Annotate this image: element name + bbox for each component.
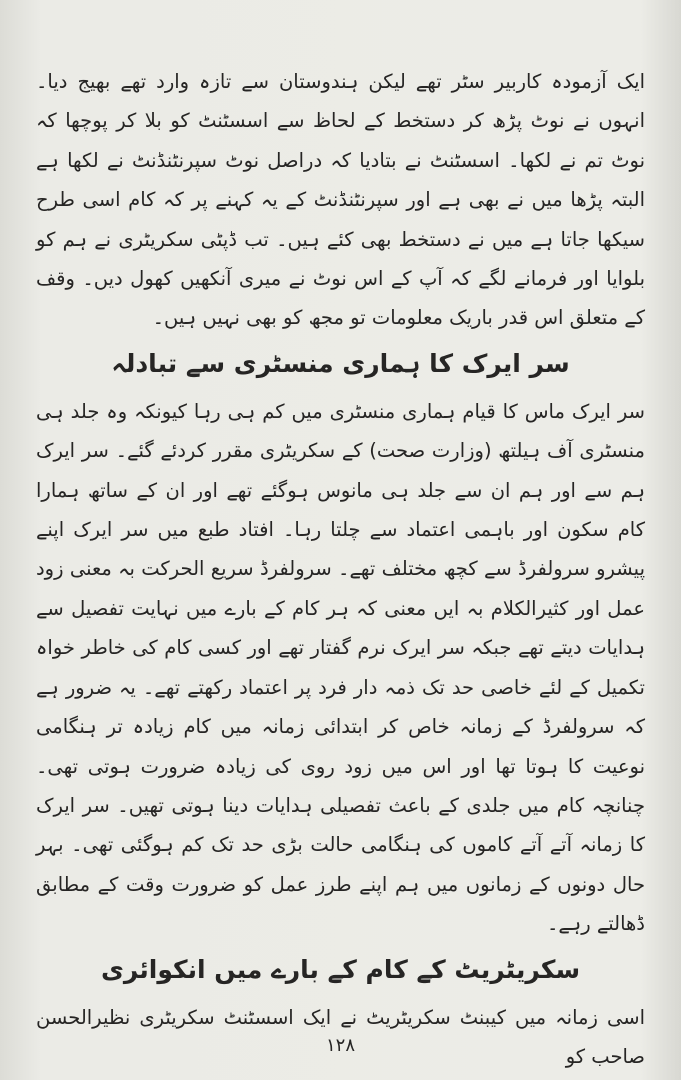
paragraph-sir-eric: سر ایرک ماس کا قیام ہماری منسٹری میں کم ہی رہا کیونکہ وہ جلد ہی منسٹری آف ہیلتھ (وزارت صحت) کے سکریٹری مقرر کردئے گئے۔ سر ایرک ہم سے اور ہم ان سے جلد ہی مانوس ہوگئے تھے اور ان کے ساتھ ہمارا کام سکون اور باہمی اعتماد سے چلتا رہا۔ افتاد طبع میں سر ایرک اپنے پیشرو سرولفرڈ سے کچھ مختلف تھے۔ سرولفرڈ سریع الحرکت بہ معنی زود عمل اور کثیرالکلام بہ ایں معنی کہ ہر کام کے بارے میں نہایت تفصیل سے ہدایات دیتے تھے جبکہ سر ایرک نرم گفتار تھے اور کسی کام کی خاطر خواہ تکمیل کے لئے خاصی حد تک ذمہ دار فرد پر اعتماد رکھتے تھے۔ یہ ضرور ہے کہ سرولفرڈ کے زمانہ خاص کر ابتدائی زمانہ میں کام زیادہ تر ہنگامی نوعیت کا ہوتا تھا اور اس میں زود روی کی زیادہ ضرورت ہوتی تھی۔ چنانچہ کام میں جلدی کے باعث تفصیلی ہدایات دینا ہوتی تھیں۔ سر ایرک کا زمانہ آتے آتے کاموں کی ہنگامی حالت بڑی حد تک کم ہوگئی تھی۔ بہر حال دونوں کے زمانوں میں ہم اپنے طرز عمل کو ضرورت وقت کے مطابق ڈھالتے رہے۔ bbox=[36, 399, 645, 936]
page-number: ۱۲۸ bbox=[325, 1035, 355, 1056]
paragraph-continuation: ایک آزمودہ کاربیر سٹر تھے لیکن ہندوستان سے تازہ وارد تھے بھیج دیا۔ انہوں نے نوٹ پڑھ کر دستخط کے لحاظ سے اسسٹنٹ کو بلا کر پوچھا کہ نوٹ تم نے لکھا۔ اسسٹنٹ نے بتادیا کہ دراصل نوٹ سپرنٹنڈنٹ نے لکھا ہے البتہ پڑھا میں نے بھی ہے اور سپرنٹنڈنٹ کے یہ کہنے پر کہ کام اسی طرح سیکھا جاتا ہے میں نے دستخط بھی کئے ہیں۔ تب ڈپٹی سکریٹری نے ہم کو بلوایا اور فرمانے لگے کہ آپ کے اس نوٹ نے میری آنکھیں کھول دیں۔ وقف کے متعلق اس قدر باریک معلومات تو مجھ کو بھی نہیں ہیں۔ bbox=[36, 70, 645, 330]
paragraph-inquiry-start: اسی زمانہ میں کیبنٹ سکریٹریٹ نے ایک اسسٹنٹ سکریٹری نظیرالحسن صاحب کو bbox=[36, 1005, 645, 1068]
section-heading-transfer: سر ایرک کا ہماری منسٹری سے تبادلہ bbox=[111, 348, 570, 378]
section-heading-inquiry: سکریٹریٹ کے کام کے بارے میں انکوائری bbox=[100, 954, 581, 984]
